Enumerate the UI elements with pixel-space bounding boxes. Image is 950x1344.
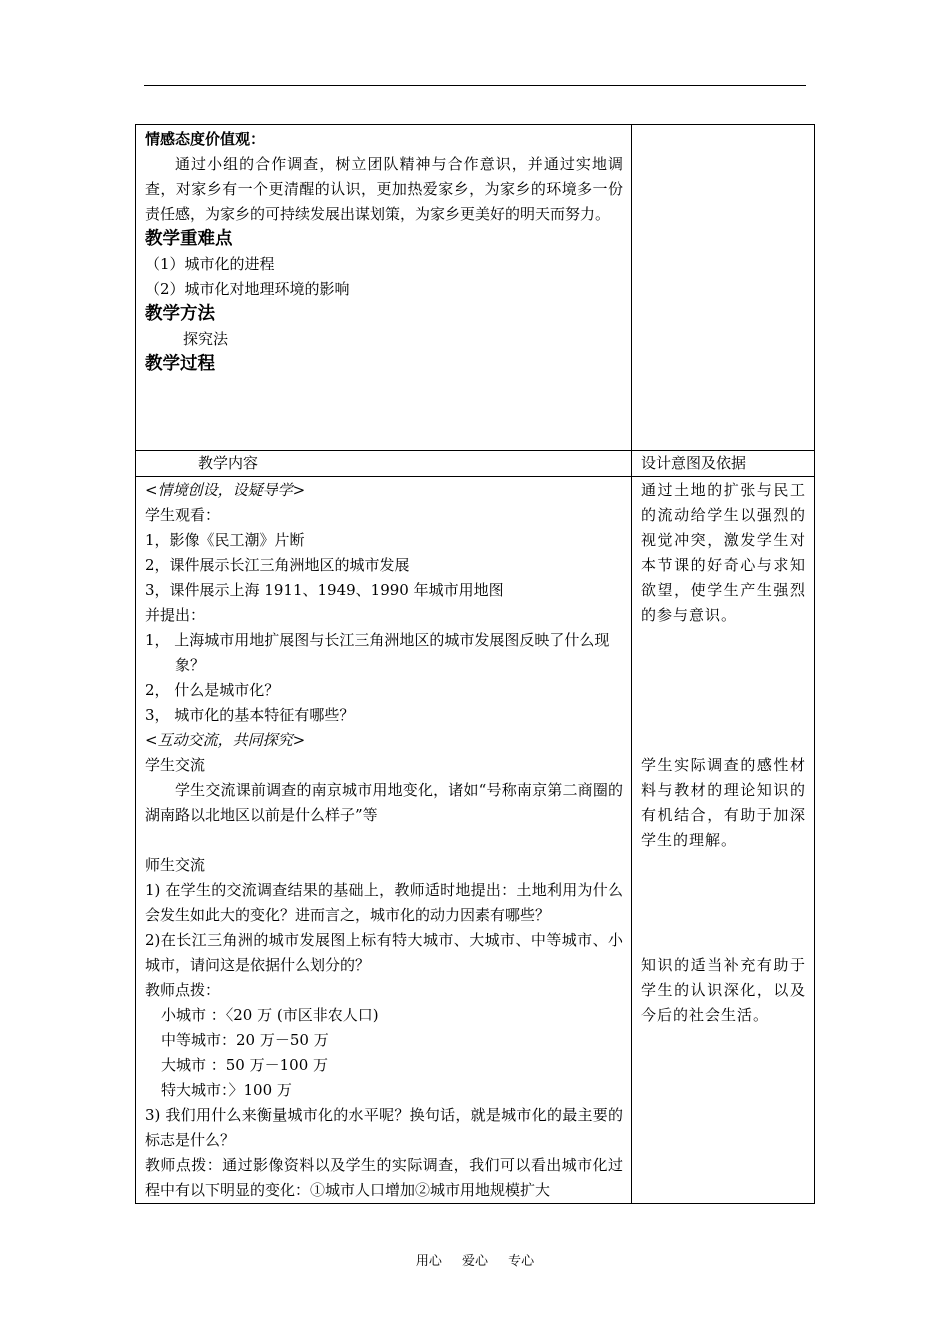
footer-text: 爱心 [461, 1254, 488, 1269]
watch-item: 2，课件展示长江三角洲地区的城市发展 [145, 556, 410, 574]
attitude-paragraph: 通过小组的合作调查，树立团队精神与合作意识，并通过实地调查，对家乡有一个更清醒的认识，更加热爱家乡，为家乡的环境多一份责任感，为家乡的可持续发展出谋划策，为家乡更美好的明天而努力。 [145, 155, 623, 223]
city-size-item: 中等城市：20 万－50 万 [161, 1031, 329, 1049]
attitude-heading: 情感态度价值观： [145, 130, 266, 148]
watch-item: 1，影像《民工潮》片断 [145, 531, 305, 549]
objectives-row [136, 125, 815, 451]
blank-line [145, 828, 623, 853]
student-exchange-paragraph: 学生交流课前调查的南京城市用地变化，诸如“号称南京第二商圈的湖南路以北地区以前是什么样子”等 [145, 781, 623, 824]
student-exchange-label: 学生交流 [145, 756, 206, 774]
question-2: 2)在长江三角洲的城市发展图上标有特大城市、大城市、中等城市、小城市，请问这是依据什么划分的？ [145, 931, 623, 974]
footer-text: 专心 [508, 1254, 535, 1269]
section-title: <互动交流，共同探究> [145, 731, 306, 749]
objectives-cell [136, 125, 632, 451]
watch-label: 学生观看： [145, 506, 221, 524]
question-item: 1， 上海城市用地扩展图与长江三角洲地区的城市发展图反映了什么现象？ [145, 631, 610, 674]
spacer [641, 853, 806, 953]
body-row [136, 477, 815, 1204]
raise-label: 并提出： [145, 606, 206, 624]
content-cell [136, 477, 632, 1204]
city-size-item: 特大城市：〉100 万 [161, 1081, 292, 1099]
footer-text: 用心 [415, 1254, 442, 1269]
section-title: <情境创设，设疑导学> [145, 481, 306, 499]
page-footer [0, 1250, 950, 1269]
question-item: 3， 城市化的基本特征有哪些？ [145, 706, 355, 724]
content-header: 教学内容 [198, 454, 259, 472]
key-point-item: （1）城市化的进程 [145, 255, 275, 273]
content-header-cell [136, 451, 632, 477]
teacher-tip-2: 教师点拨：通过影像资料以及学生的实际调查，我们可以看出城市化过程中有以下明显的变化：①城市人口增加②城市用地规模扩大 [145, 1156, 623, 1199]
objectives-side-cell [632, 125, 815, 451]
method-value: 探究法 [183, 330, 229, 348]
lesson-plan-table [135, 124, 815, 1204]
city-size-item: 小城市 ：〈20 万 (市区非农人口) [161, 1006, 379, 1024]
rationale-header-cell [632, 451, 815, 477]
rationale-header: 设计意图及依据 [641, 454, 747, 472]
watch-item: 3，课件展示上海 1911、1949、1990 年城市用地图 [145, 581, 504, 599]
rationale-cell [632, 477, 815, 1204]
question-item: 2， 什么是城市化？ [145, 681, 280, 699]
teacher-tip-label: 教师点拨： [145, 981, 221, 999]
header-row [136, 451, 815, 477]
method-heading: 教学方法 [145, 304, 215, 324]
spacer [641, 628, 806, 753]
key-point-item: （2）城市化对地理环境的影响 [145, 280, 350, 298]
key-points-heading: 教学重难点 [145, 229, 233, 249]
process-heading: 教学过程 [145, 354, 215, 374]
header-rule [144, 85, 806, 86]
city-size-item: 大城市 ：50 万－100 万 [161, 1056, 329, 1074]
question-1: 1) 在学生的交流调查结果的基础上，教师适时地提出：土地利用为什么会发生如此大的变化？进而言之，城市化的动力因素有哪些？ [145, 881, 623, 924]
rationale-2: 学生实际调查的感性材料与教材的理论知识的有机结合，有助于加深学生的理解。 [641, 756, 806, 849]
question-3: 3) 我们用什么来衡量城市化的水平呢？换句话，就是城市化的最主要的标志是什么？ [145, 1106, 623, 1149]
teacher-student-label: 师生交流 [145, 856, 206, 874]
rationale-1: 通过土地的扩张与民工的流动给学生以强烈的视觉冲突，激发学生对本节课的好奇心与求知欲望，使学生产生强烈的参与意识。 [641, 481, 806, 624]
rationale-3: 知识的适当补充有助于学生的认识深化，以及今后的社会生活。 [641, 956, 806, 1024]
